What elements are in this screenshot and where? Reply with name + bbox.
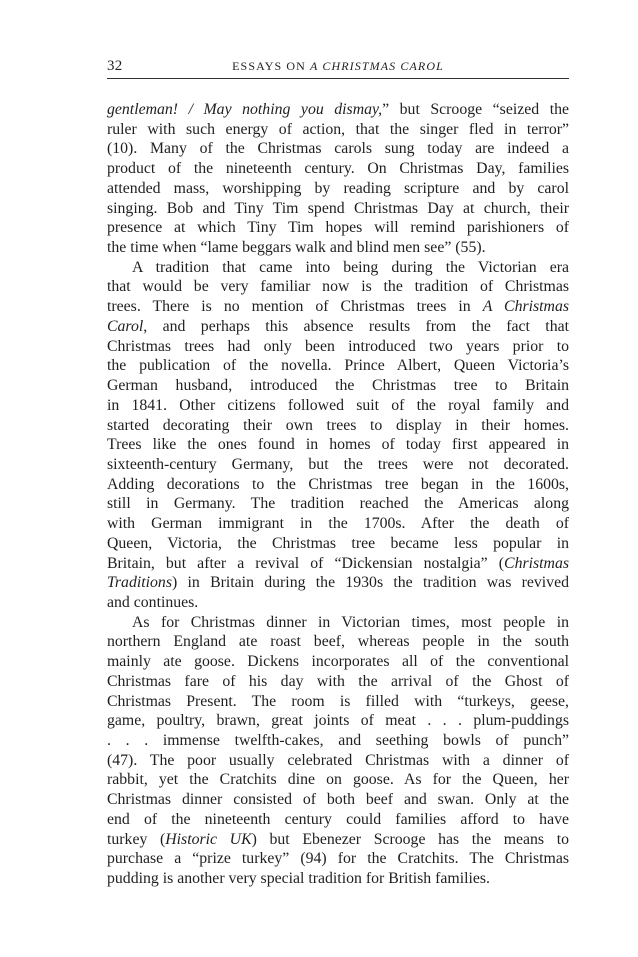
text-line: [107, 593, 569, 613]
text-line: [107, 179, 569, 199]
text-line: [107, 770, 569, 790]
text-segment: the time when “lame beggars walk and blind men see” (55).: [107, 239, 486, 257]
text-line: [107, 159, 569, 179]
text-segment: started decorating their own trees to display in their homes.: [107, 416, 569, 434]
text-segment: Adding decorations to the Christmas tree began in the 1600s,: [107, 475, 569, 493]
running-title: [107, 59, 569, 74]
text-segment: ” but Scrooge “seized the: [382, 101, 569, 118]
text-line: [107, 297, 569, 317]
italic-text: Traditions: [107, 574, 172, 592]
text-line: [107, 238, 569, 258]
text-segment: German husband, introduced the Christmas tree to Britain: [107, 377, 569, 395]
running-title-prefix: ESSAYS ON: [232, 59, 311, 73]
text-segment: Trees like the ones found in homes of today first appeared in: [107, 436, 569, 454]
text-segment: A tradition that came into being during the Victorian era: [132, 258, 569, 276]
text-line: [107, 120, 569, 140]
text-segment: game, poultry, brawn, great joints of meat . . . plum-puddings: [107, 712, 569, 730]
text-line: [107, 455, 569, 475]
running-header: [107, 56, 569, 79]
text-segment: turkey (: [107, 830, 166, 848]
text-segment: that would be very familiar now is the tradition of Christmas: [107, 278, 569, 296]
text-line: [107, 554, 569, 574]
text-segment: Christmas trees had only been introduced two years prior to: [107, 337, 569, 355]
text-line: [107, 731, 569, 751]
text-segment: singing. Bob and Tiny Tim spend Christmas Day at church, their: [107, 199, 569, 217]
text-segment: pudding is another very special tradition for British families.: [107, 870, 490, 888]
text-segment: product of the nineteenth century. On Christmas Day, families: [107, 160, 569, 178]
running-title-book: A CHRISTMAS CAROL: [310, 59, 444, 73]
text-line: [107, 199, 569, 219]
text-segment: Christmas fare of his day with the arrival of the Ghost of: [107, 672, 569, 690]
text-line: [107, 258, 569, 278]
text-segment: trees. There is no mention of Christmas trees in: [107, 298, 483, 316]
text-segment: ruler with such energy of action, that the singer fled in terror”: [107, 120, 569, 138]
text-line: [107, 435, 569, 455]
text-line: [107, 218, 569, 238]
text-line: [107, 416, 569, 436]
text-segment: ) in Britain during the 1930s the tradition was revived: [171, 574, 569, 592]
italic-text: Christmas: [504, 554, 569, 572]
text-segment: the publication of the novella. Prince Albert, Queen Victoria’s: [107, 357, 569, 375]
text-segment: Queen, Victoria, the Christmas tree became less popular in: [107, 534, 569, 552]
text-line: [107, 534, 569, 554]
text-segment: Christmas dinner consisted of both beef and swan. Only at the: [107, 791, 569, 809]
text-line: [107, 790, 569, 810]
text-line: [107, 632, 569, 652]
text-line: [107, 337, 569, 357]
text-segment: , and perhaps this absence results from the fact that: [143, 317, 569, 335]
text-line: [107, 356, 569, 376]
text-segment: Britain, but after a revival of “Dickensian nostalgia” (: [107, 554, 505, 572]
text-segment: still in Germany. The tradition reached the Americas along: [107, 495, 569, 513]
text-segment: with German immigrant in the 1700s. After the death of: [107, 515, 569, 533]
text-segment: purchase a “prize turkey” (94) for the Cratchits. The Christmas: [107, 850, 569, 868]
italic-text: gentleman! / May nothing you dismay,: [107, 101, 383, 118]
text-line: [107, 376, 569, 396]
text-line: [107, 494, 569, 514]
text-segment: . . . immense twelfth-cakes, and seething bowls of punch”: [107, 732, 569, 749]
text-line: [107, 751, 569, 771]
text-segment: attended mass, worshipping by reading scripture and by carol: [107, 179, 569, 197]
page-number: 32: [107, 58, 123, 74]
text-line: [107, 139, 569, 159]
text-line: [107, 514, 569, 534]
text-line: [107, 317, 569, 337]
text-line: [107, 613, 569, 633]
text-line: [107, 475, 569, 495]
text-line: [107, 830, 569, 850]
italic-text: A Christmas: [482, 298, 569, 316]
text-segment: mainly ate goose. Dickens incorporates all of the conventional: [107, 653, 569, 671]
italic-text: Carol: [107, 317, 144, 335]
text-line: [107, 652, 569, 672]
text-segment: (10). Many of the Christmas carols sung today are indeed a: [107, 140, 569, 158]
text-segment: As for Christmas dinner in Victorian times, most people in: [132, 613, 569, 631]
text-segment: and continues.: [107, 593, 199, 611]
text-line: [107, 869, 569, 889]
text-segment: presence at which Tiny Tim hopes will remind parishioners of: [107, 219, 569, 237]
text-segment: (47). The poor usually celebrated Christmas with a dinner of: [107, 751, 569, 769]
text-line: [107, 692, 569, 712]
text-line: [107, 573, 569, 593]
text-line: [107, 849, 569, 869]
body-text: [107, 100, 569, 889]
text-segment: in 1841. Other citizens followed suit of the royal family and: [107, 396, 569, 414]
text-line: [107, 396, 569, 416]
italic-text: Historic UK: [165, 830, 252, 848]
text-segment: ) but Ebenezer Scrooge has the means to: [251, 830, 569, 848]
text-line: [107, 672, 569, 692]
text-line: [107, 277, 569, 297]
text-segment: Christmas Present. The room is filled with “turkeys, geese,: [107, 692, 569, 710]
text-line: [107, 810, 569, 830]
text-segment: northern England ate roast beef, whereas people in the south: [107, 633, 569, 651]
text-segment: rabbit, yet the Cratchits dine on goose. As for the Queen, her: [107, 771, 569, 789]
text-line: [107, 100, 569, 120]
text-line: [107, 711, 569, 731]
text-segment: end of the nineteenth century could families afford to have: [107, 810, 569, 828]
text-segment: sixteenth-century Germany, but the trees were not decorated.: [107, 455, 569, 473]
